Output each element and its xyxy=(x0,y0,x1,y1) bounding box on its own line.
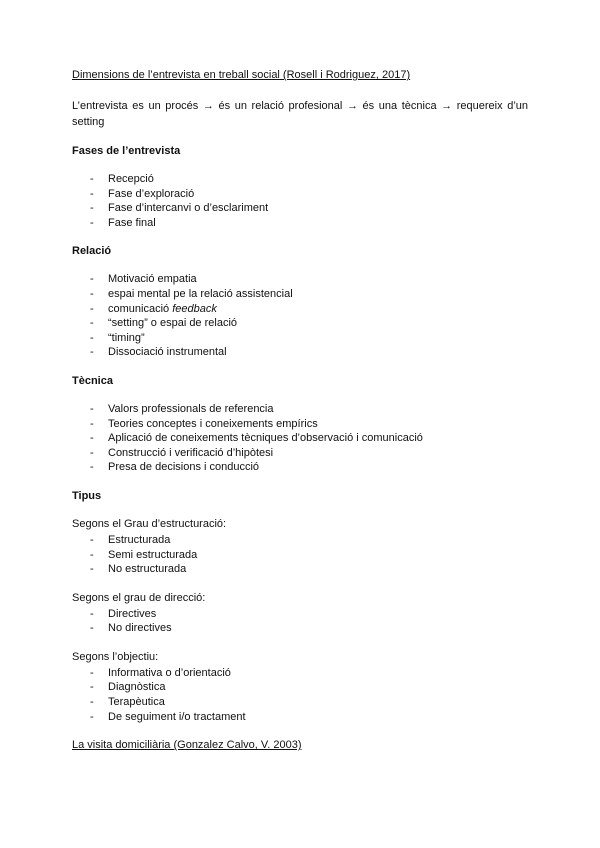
intro-paragraph: L’entrevista es un procés → és un relació profesional → és una tècnica → requereix d’un setting xyxy=(72,100,528,128)
heading-relacio: Relació xyxy=(72,245,112,258)
heading-fases: Fases de l’entrevista xyxy=(72,145,181,157)
list-item: - No estructurada xyxy=(72,562,528,577)
subgroup-label: Segons el Grau d’estructuració: xyxy=(72,517,227,530)
list-item: - espai mental pe la relació assistencial xyxy=(72,287,528,302)
list-item: - Valors professionals de referencia xyxy=(72,402,528,417)
list-item: - Aplicació de coneixements tècniques d’observació i comunicació xyxy=(72,431,528,446)
subgroup-label: Segons el grau de direcció: xyxy=(72,591,206,604)
list-item: - Recepció xyxy=(72,172,528,187)
list-item: - Teories conceptes i coneixements empírics xyxy=(72,417,528,432)
list-item: - Informativa o d’orientació xyxy=(72,666,528,681)
footer-section-link[interactable]: La visita domiciliària (Gonzalez Calvo, V. 2003) xyxy=(72,739,302,752)
heading-tipus: Tipus xyxy=(72,489,102,502)
list-direccio xyxy=(72,607,528,636)
section-title-link[interactable]: Dimensions de l’entrevista en treball social (Rosell i Rodriguez, 2017) xyxy=(72,69,411,81)
list-item: - “timing” xyxy=(72,331,528,346)
list-item: - No directives xyxy=(72,621,528,636)
list-item-text: comunicació xyxy=(108,302,173,315)
list-item: - Estructurada xyxy=(72,533,528,548)
list-item: - Dissociació instrumental xyxy=(72,345,528,360)
list-tecnica xyxy=(72,402,528,475)
list-item: - De seguiment i/o tractament xyxy=(72,710,528,725)
list-objectiu xyxy=(72,666,528,724)
list-item: - Diagnòstica xyxy=(72,680,528,695)
list-item: - Semi estructurada xyxy=(72,548,528,563)
list-item: - Terapèutica xyxy=(72,695,528,710)
list-item: - “setting” o espai de relació xyxy=(72,316,528,331)
heading-tecnica: Tècnica xyxy=(72,374,113,387)
list-item xyxy=(72,302,528,317)
list-item: - Construcció i verificació d’hipòtesi xyxy=(72,446,528,461)
list-estructuracio xyxy=(72,533,528,577)
italic-term: feedback xyxy=(172,302,217,315)
list-item: - Fase final xyxy=(72,216,528,231)
subgroup-label: Segons l’objectiu: xyxy=(72,650,159,663)
list-item: - Fase d’intercanvi o d’esclariment xyxy=(72,201,528,216)
list-item: - Presa de decisions i conducció xyxy=(72,460,528,475)
list-item: - Motivació empatia xyxy=(72,272,528,287)
list-item: - Fase d’exploració xyxy=(72,187,528,202)
list-relacio xyxy=(72,272,528,360)
list-fases xyxy=(72,172,528,230)
list-item: - Directives xyxy=(72,607,528,622)
document-page xyxy=(72,68,528,752)
